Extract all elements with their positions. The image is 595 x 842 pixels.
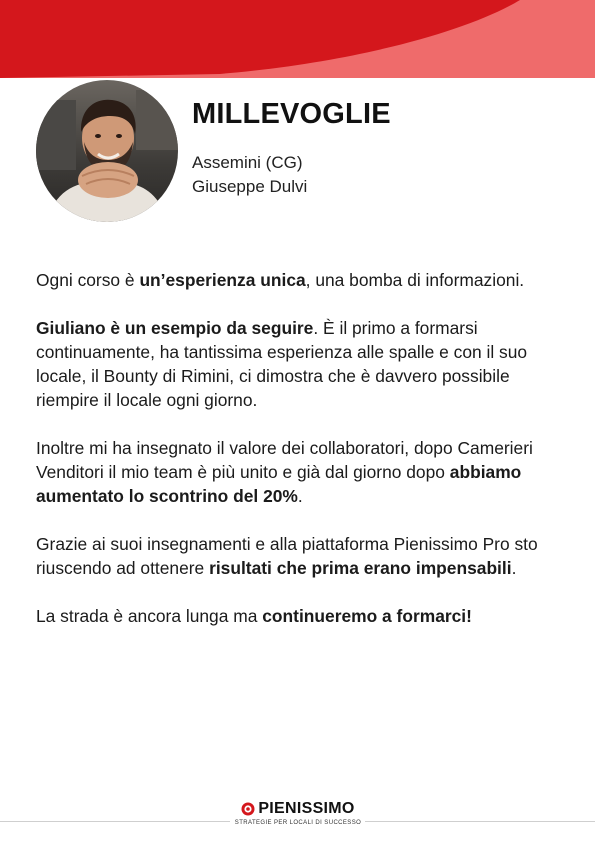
text-run: Ogni corso è: [36, 270, 140, 290]
text-run: Inoltre mi ha insegnato il valore dei collaboratori, dopo Camerieri Venditori il mio team è più unito e già dal giorno dopo: [36, 438, 533, 482]
bold-text-run: abbiamo aumentato lo scontrino del 20%: [36, 462, 522, 506]
header-banner: [0, 0, 595, 80]
logo-row: [234, 800, 362, 818]
location-text: Assemini (CG): [192, 153, 303, 172]
person-name: Giuseppe Dulvi: [192, 177, 308, 196]
profile-meta: [192, 151, 307, 199]
testimonial-paragraph-4: [36, 532, 561, 580]
text-run: Grazie ai suoi insegnamenti e alla piattaforma Pienissimo Pro sto riuscendo ad ottenere: [36, 534, 538, 578]
text-run: . È il primo a formarsi continuamente, ha tantissima esperienza alle spalle e con il suo locale, il Bounty di Rimini, ci dimostra che è davvero possibile riempire il locale ogni giorno.: [36, 318, 528, 410]
logo-text: PIENISSIMO: [258, 800, 355, 817]
testimonial-paragraph-2: [36, 316, 561, 412]
testimonial-paragraph-5: [36, 604, 561, 628]
logo-tagline: STRATEGIE PER LOCALI DI SUCCESSO: [234, 820, 362, 826]
footer-divider-left: [0, 821, 230, 822]
text-run: .: [511, 558, 517, 578]
portrait-photo: [36, 80, 178, 222]
bold-text-run: continueremo a formarci!: [262, 606, 472, 626]
business-name: MILLEVOGLIE: [192, 98, 391, 130]
bold-text-run: risultati che prima erano impensabili: [209, 558, 512, 578]
target-logo-icon: [241, 802, 255, 816]
bold-text-run: un’esperienza unica: [139, 270, 306, 290]
text-run: La strada è ancora lunga ma: [36, 606, 263, 626]
bold-text-run: Giuliano è un esempio da seguire: [36, 318, 314, 338]
footer-logo: [234, 800, 362, 826]
testimonial-paragraph-1: [36, 268, 561, 292]
text-run: , una bomba di informazioni.: [305, 270, 525, 290]
testimonial-paragraph-3: [36, 436, 561, 508]
text-run: .: [297, 486, 303, 506]
avatar: [36, 80, 178, 222]
testimonial-body: [36, 268, 561, 652]
footer-divider-right: [365, 821, 595, 822]
